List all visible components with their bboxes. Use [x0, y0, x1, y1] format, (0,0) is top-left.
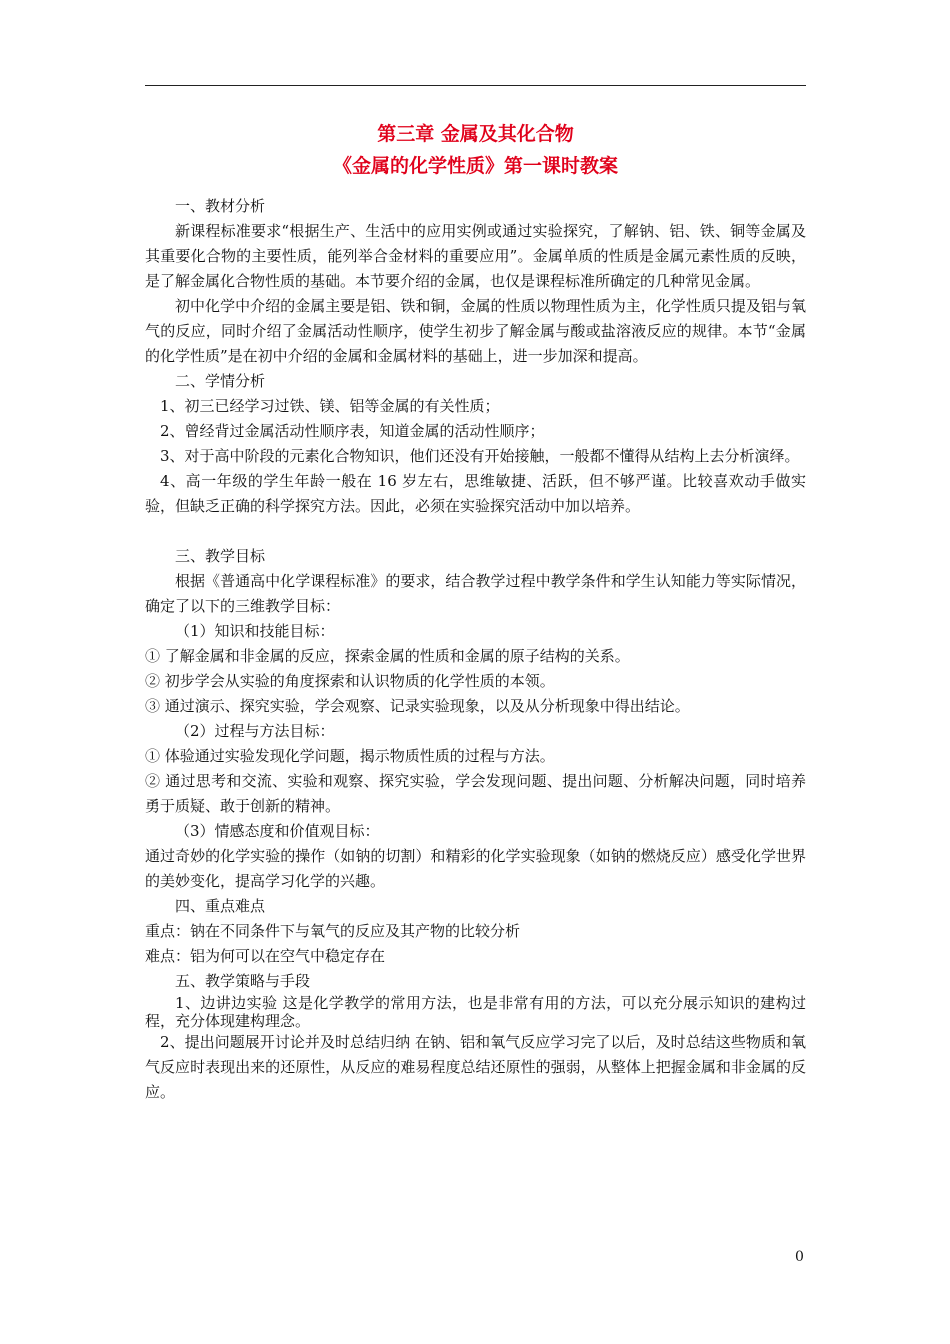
section-3-sub1-item-2: ② 初步学会从实验的角度探索和认识物质的化学性质的本领。 — [145, 672, 555, 690]
section-1-paragraph-1: 新课程标准要求“根据生产、生活中的应用实例或通过实验探究，了解钠、铝、铁、铜等金属及其重要化合物的主要性质，能列举合金材料的重要应用”。金属单质的性质是金属元素性质的反映，是了解金属化合物性质的基础。本节要介绍的金属，也仅是课程标准所确定的几种常见金属。 — [145, 222, 806, 290]
section-5-item-2: 2、提出问题展开讨论并及时总结归纳 在钠、铝和氧气反应学习完了以后，及时总结这些物质和氧气反应时表现出来的还原性，从反应的难易程度总结还原性的强弱，从整体上把握金属和非金属的反应。 — [145, 1033, 806, 1101]
section-1-paragraph-2: 初中化学中介绍的金属主要是铝、铁和铜，金属的性质以物理性质为主，化学性质只提及铝与氧气的反应，同时介绍了金属活动性顺序，使学生初步了解金属与酸或盐溶液反应的规律。本节“金属的化学性质”是在初中介绍的金属和金属材料的基础上，进一步加深和提高。 — [145, 297, 806, 365]
key-point: 重点：钠在不同条件下与氧气的反应及其产物的比较分析 — [145, 922, 521, 940]
spacer — [145, 519, 806, 544]
section-2-item-2: 2、曾经背过金属活动性顺序表，知道金属的活动性顺序； — [160, 422, 545, 440]
section-2-item-4: 4、高一年级的学生年龄一般在 16 岁左右，思维敏捷、活跃，但不够严谨。比较喜欢动手做实验，但缺乏正确的科学探究方法。因此，必须在实验探究活动中加以培养。 — [145, 472, 806, 515]
document-body — [145, 118, 806, 1105]
section-2-item-3: 3、对于高中阶段的元素化合物知识，他们还没有开始接触，一般都不懂得从结构上去分析演绎。 — [160, 447, 800, 465]
page-number: 0 — [795, 1249, 804, 1265]
section-heading-5: 五、教学策略与手段 — [175, 972, 311, 990]
section-2-item-1: 1、初三已经学习过铁、镁、铝等金属的有关性质； — [160, 397, 500, 415]
section-3-sub1-item-1: ① 了解金属和非金属的反应，探索金属的性质和金属的原子结构的关系。 — [145, 647, 630, 665]
section-heading-4: 四、重点难点 — [175, 897, 266, 915]
lesson-title: 《金属的化学性质》第一课时教案 — [332, 155, 618, 177]
section-heading-1: 一、教材分析 — [175, 197, 266, 215]
section-3-subheading-1: （1）知识和技能目标： — [175, 622, 335, 640]
difficult-point: 难点：铝为何可以在空气中稳定存在 — [145, 947, 386, 965]
section-5-item-1: 1、边讲边实验 这是化学教学的常用方法，也是非常有用的方法，可以充分展示知识的建构过程，充分体现建构理念。 — [145, 994, 806, 1030]
section-3-intro: 根据《普通高中化学课程标准》的要求，结合教学过程中教学条件和学生认知能力等实际情况，确定了以下的三维教学目标： — [145, 572, 806, 615]
section-3-sub2-item-2: ② 通过思考和交流、实验和观察、探究实验，学会发现问题、提出问题、分析解决问题，同时培养勇于质疑、敢于创新的精神。 — [145, 772, 806, 815]
chapter-title: 第三章 金属及其化合物 — [377, 123, 574, 145]
section-heading-2: 二、学情分析 — [175, 372, 266, 390]
section-3-subheading-2: （2）过程与方法目标： — [175, 722, 335, 740]
section-3-subheading-3: （3）情感态度和价值观目标： — [175, 822, 380, 840]
section-3-sub2-item-1: ① 体验通过实验发现化学问题，揭示物质性质的过程与方法。 — [145, 747, 555, 765]
section-3-sub1-item-3: ③ 通过演示、探究实验，学会观察、记录实验现象，以及从分析现象中得出结论。 — [145, 697, 690, 715]
section-heading-3: 三、教学目标 — [175, 547, 266, 565]
section-3-sub3-text: 通过奇妙的化学实验的操作（如钠的切割）和精彩的化学实验现象（如钠的燃烧反应）感受化学世界的美妙变化，提高学习化学的兴趣。 — [145, 847, 806, 890]
header-rule — [145, 85, 806, 86]
